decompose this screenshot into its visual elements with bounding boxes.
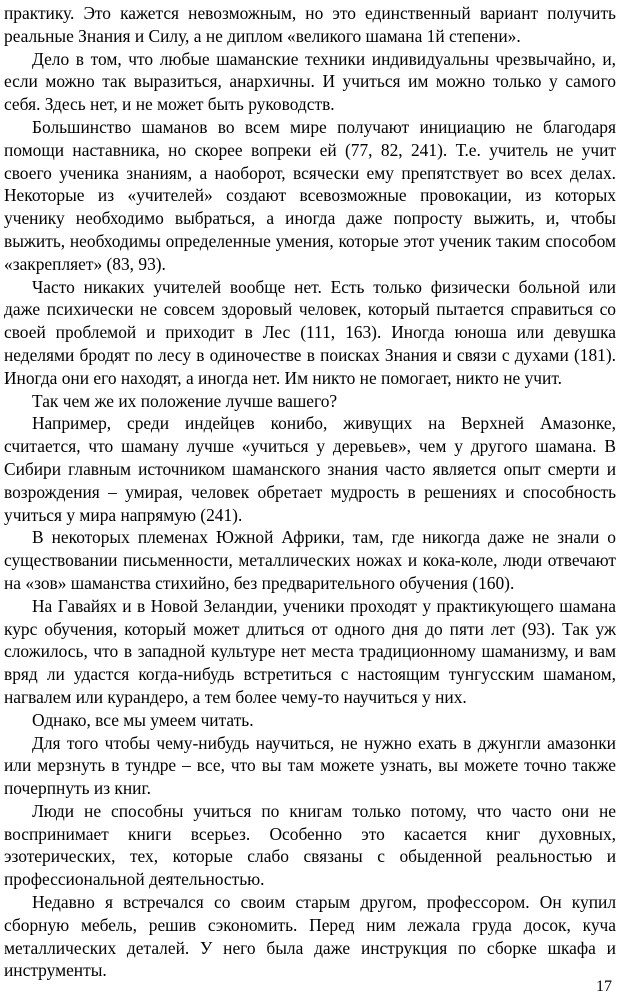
body-text	[4, 2, 616, 982]
paragraph: Однако, все мы умеем читать.	[32, 709, 254, 730]
paragraph: Часто никаких учителей вообще нет. Есть только физически больной или даже психически не совсем здоровый человек, который пытается справиться со своей проблемой и приходит в Лес (111, 163). Иногда юноша или девушка неделями бродят по лесу в одиночестве в поисках Знания и связи с духами (181). Иногда они его находят, а иногда нет. Им никто не помогает, никто не учит.	[4, 276, 616, 388]
paragraph: В некоторых племенах Южной Африки, там, где никогда даже не знали о существовании письменности, металлических ножах и кока-коле, люди отвечают на «зов» шаманства стихийно, без предварительного обучения (160).	[4, 527, 616, 593]
paragraph: Так чем же их положение лучше вашего?	[32, 390, 338, 411]
paragraph: практику. Это кажется невозможным, но это единственный вариант получить реальные Знания и Силу, а не диплом «великого шамана 1й степени».	[4, 3, 616, 46]
paragraph: Дело в том, что любые шаманские техники индивидуальны чрезвычайно, и, если можно так выразиться, анархичны. И учиться им можно только у самого себя. Здесь нет, и не может быть руководств.	[4, 48, 616, 115]
paragraph: Недавно я встречался со своим старым другом, профессором. Он купил сборную мебель, решив сэкономить. Перед ним лежала груда досок, куча металлических деталей. У него была даже инструкция по сборке шкафа и инструменты.	[4, 892, 616, 981]
paragraph: Например, среди индейцев конибо, живущих на Верхней Амазонке, считается, что шаману лучше «учиться у деревьев», чем у другого шамана. В Сибири главным источником шаманского знания часто является опыт смерти и возрождения – умирая, человек обретает мудрость в решениях и способность учиться у мира напрямую (241).	[4, 413, 616, 525]
paragraph: Большинство шаманов во всем мире получают инициацию не благодаря помощи наставника, но скорее вопреки ей (77, 82, 241). Т.е. учитель не учит своего ученика знаниям, а наоборот, всячески ему препятствует во всех делах. Некоторые из «учителей» создают всевозможные провокации, из которых ученику необходимо выбраться, а иногда даже попросту выжить, и, чтобы выжить, необходимы определенные умения, которые этот ученик таким способом «закрепляет» (83, 93).	[4, 116, 616, 274]
paragraph: На Гавайях и в Новой Зеландии, ученики проходят у практикующего шамана курс обучения, который может длиться от одного дня до пяти лет (93). Так уж сложилось, что в западной культуре нет места традиционному шаманизму, и вам вряд ли удастся когда-нибудь встретиться с настоящим тунгусским шаманом, нагвалем или курандеро, а тем более чему-то научиться у них.	[4, 595, 616, 707]
paragraph: Для того чтобы чему-нибудь научиться, не нужно ехать в джунгли амазонки или мерзнуть в тундре – все, что вы там можете узнать, вы можете точно также почерпнуть из книг.	[4, 732, 616, 799]
page-number: 17	[596, 978, 612, 995]
paragraph: Люди не способны учиться по книгам только потому, что часто они не воспринимает книги всерьез. Особенно это касается книг духовных, эзотерических, тех, которые слабо связаны с обыденной реальностью и профессиональной деятельностью.	[4, 800, 616, 890]
